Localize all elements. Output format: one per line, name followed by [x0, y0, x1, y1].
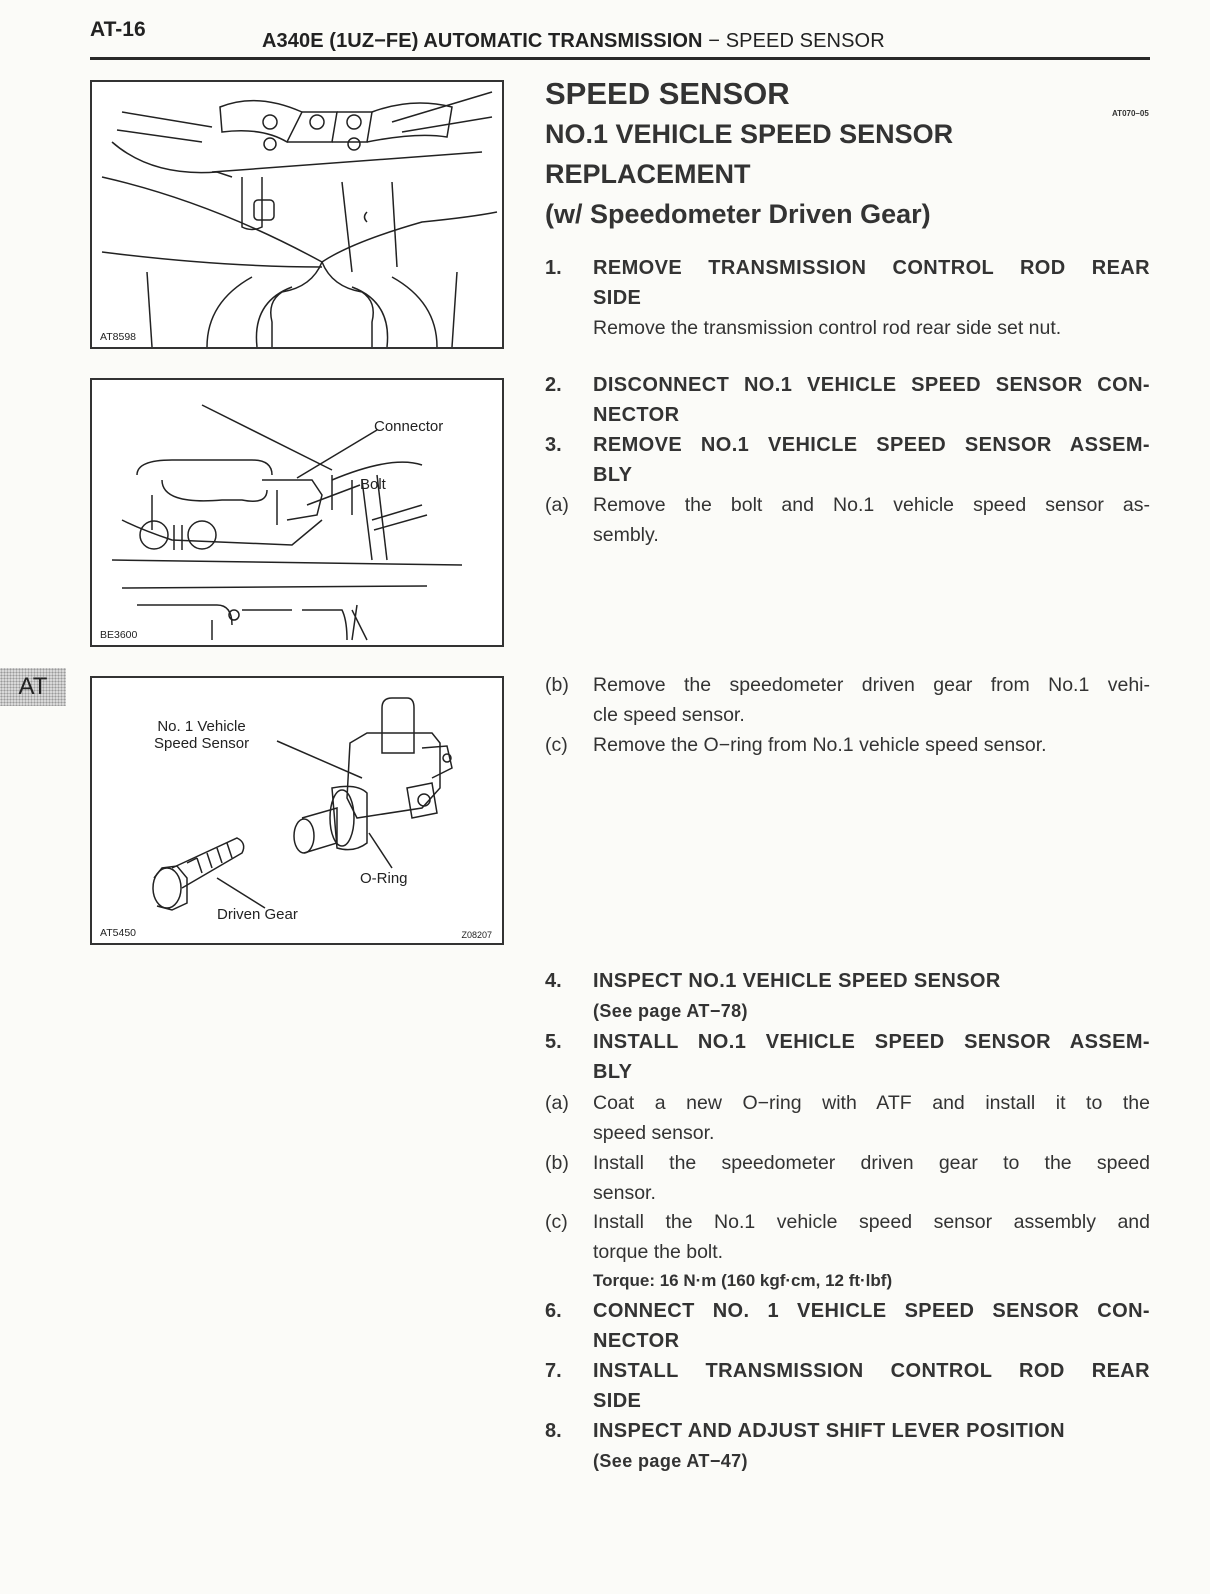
- step-3a: [545, 490, 1150, 550]
- step-number: 2.: [545, 374, 562, 396]
- label-vehicle-speed-sensor: [154, 718, 249, 752]
- figure-code: AT8598: [100, 331, 136, 343]
- step-1: [545, 253, 1150, 313]
- subsection-qualifier: (w/ Speedometer Driven Gear): [545, 199, 931, 229]
- running-title: A340E (1UZ−FE) AUTOMATIC TRANSMISSION: [262, 30, 703, 52]
- label-line: Speed Sensor: [154, 735, 250, 752]
- substep-label: (b): [545, 674, 569, 696]
- step-5: [545, 1027, 1150, 1087]
- step-heading: INSTALL TRANSMISSION CONTROL ROD REAR: [593, 1360, 1150, 1382]
- step-number: 7.: [545, 1360, 562, 1382]
- section-tab: [0, 668, 66, 706]
- section-title-block: [545, 74, 1150, 234]
- substep-text: Install the No.1 vehicle speed sensor assembly and: [593, 1211, 1150, 1233]
- step-heading: INSPECT AND ADJUST SHIFT LEVER POSITION: [593, 1420, 1065, 1442]
- step-number: 1.: [545, 257, 562, 279]
- running-section: − SPEED SENSOR: [708, 30, 885, 52]
- step-number: 8.: [545, 1420, 562, 1442]
- step-number: 3.: [545, 434, 562, 456]
- step-number: 6.: [545, 1300, 562, 1322]
- reference-code: AT070–05: [1112, 109, 1149, 118]
- label-line: No. 1 Vehicle: [157, 718, 246, 735]
- substep-text: Remove the speedometer driven gear from No.1 vehi-: [593, 674, 1150, 696]
- figure-code-right: Z08207: [461, 930, 492, 940]
- label-bolt: Bolt: [360, 476, 386, 493]
- step-3b: [545, 670, 1150, 730]
- step-heading: INSPECT NO.1 VEHICLE SPEED SENSOR: [593, 970, 1001, 992]
- label-connector: Connector: [374, 418, 444, 435]
- step-heading: DISCONNECT NO.1 VEHICLE SPEED SENSOR CON-: [593, 374, 1150, 396]
- page-number: AT-16: [90, 18, 146, 41]
- step-heading-cont: NECTOR: [593, 404, 680, 426]
- section-title: SPEED SENSOR: [545, 76, 790, 111]
- step-5c: [545, 1207, 1150, 1267]
- substep-text-cont: cle speed sensor.: [593, 704, 745, 726]
- subsection-title-2: REPLACEMENT: [545, 159, 751, 189]
- substep-label: (b): [545, 1152, 569, 1174]
- step-number: 4.: [545, 970, 562, 992]
- step-heading-cont: SIDE: [593, 287, 642, 309]
- step-6: [545, 1296, 1150, 1356]
- step-7: [545, 1356, 1150, 1416]
- transmission-underside-illustration: [92, 82, 502, 347]
- step-8: [545, 1416, 1150, 1476]
- figure-code: BE3600: [100, 629, 138, 641]
- step-5b: [545, 1148, 1150, 1208]
- step-heading: CONNECT NO. 1 VEHICLE SPEED SENSOR CON-: [593, 1300, 1150, 1322]
- section-tab-label: AT: [18, 673, 48, 700]
- step-heading: REMOVE TRANSMISSION CONTROL ROD REAR: [593, 257, 1150, 279]
- step-3c: [545, 730, 1150, 760]
- substep-label: (a): [545, 494, 569, 516]
- substep-text-cont: speed sensor.: [593, 1122, 715, 1144]
- substep-text: Install the speedometer driven gear to the speed: [593, 1152, 1150, 1174]
- substep-label: (c): [545, 734, 568, 756]
- substep-text-cont: torque the bolt.: [593, 1241, 724, 1263]
- header-rule: [90, 57, 1150, 60]
- step-heading: INSTALL NO.1 VEHICLE SPEED SENSOR ASSEM-: [593, 1031, 1150, 1053]
- substep-label: (c): [545, 1211, 568, 1233]
- substep-text-cont: sensor.: [593, 1182, 656, 1204]
- step-heading-cont: BLY: [593, 464, 633, 486]
- substep-label: (a): [545, 1092, 569, 1114]
- page-reference: (See page AT−47): [593, 1451, 748, 1471]
- step-3: [545, 430, 1150, 490]
- step-heading-cont: SIDE: [593, 1390, 642, 1412]
- step-2: [545, 370, 1150, 430]
- step-heading: REMOVE NO.1 VEHICLE SPEED SENSOR ASSEM-: [593, 434, 1150, 456]
- substep-text: Remove the bolt and No.1 vehicle speed sensor as-: [593, 494, 1150, 516]
- step-heading-cont: NECTOR: [593, 1330, 680, 1352]
- substep-text-cont: sembly.: [593, 524, 659, 546]
- step-1-body: Remove the transmission control rod rear side set nut.: [593, 317, 1062, 339]
- step-5a: [545, 1088, 1150, 1148]
- substep-text: Remove the O−ring from No.1 vehicle speed sensor.: [593, 734, 1047, 756]
- running-header: [262, 30, 885, 53]
- page-reference: (See page AT−78): [593, 1001, 748, 1021]
- step-number: 5.: [545, 1031, 562, 1053]
- figure-transmission-underside: [90, 80, 504, 349]
- step-4: [545, 966, 1150, 1026]
- step-heading-cont: BLY: [593, 1061, 633, 1083]
- figure-code: AT5450: [100, 927, 136, 939]
- figure-connector-bolt: [90, 378, 504, 647]
- label-driven-gear: Driven Gear: [217, 906, 298, 923]
- torque-spec: Torque: 16 N·m (160 kgf·cm, 12 ft·lbf): [593, 1271, 893, 1290]
- substep-text: Coat a new O−ring with ATF and install it to the: [593, 1092, 1150, 1114]
- subsection-title: NO.1 VEHICLE SPEED SENSOR: [545, 119, 954, 149]
- figure-sensor-exploded: [90, 676, 504, 945]
- label-o-ring: O-Ring: [360, 870, 408, 887]
